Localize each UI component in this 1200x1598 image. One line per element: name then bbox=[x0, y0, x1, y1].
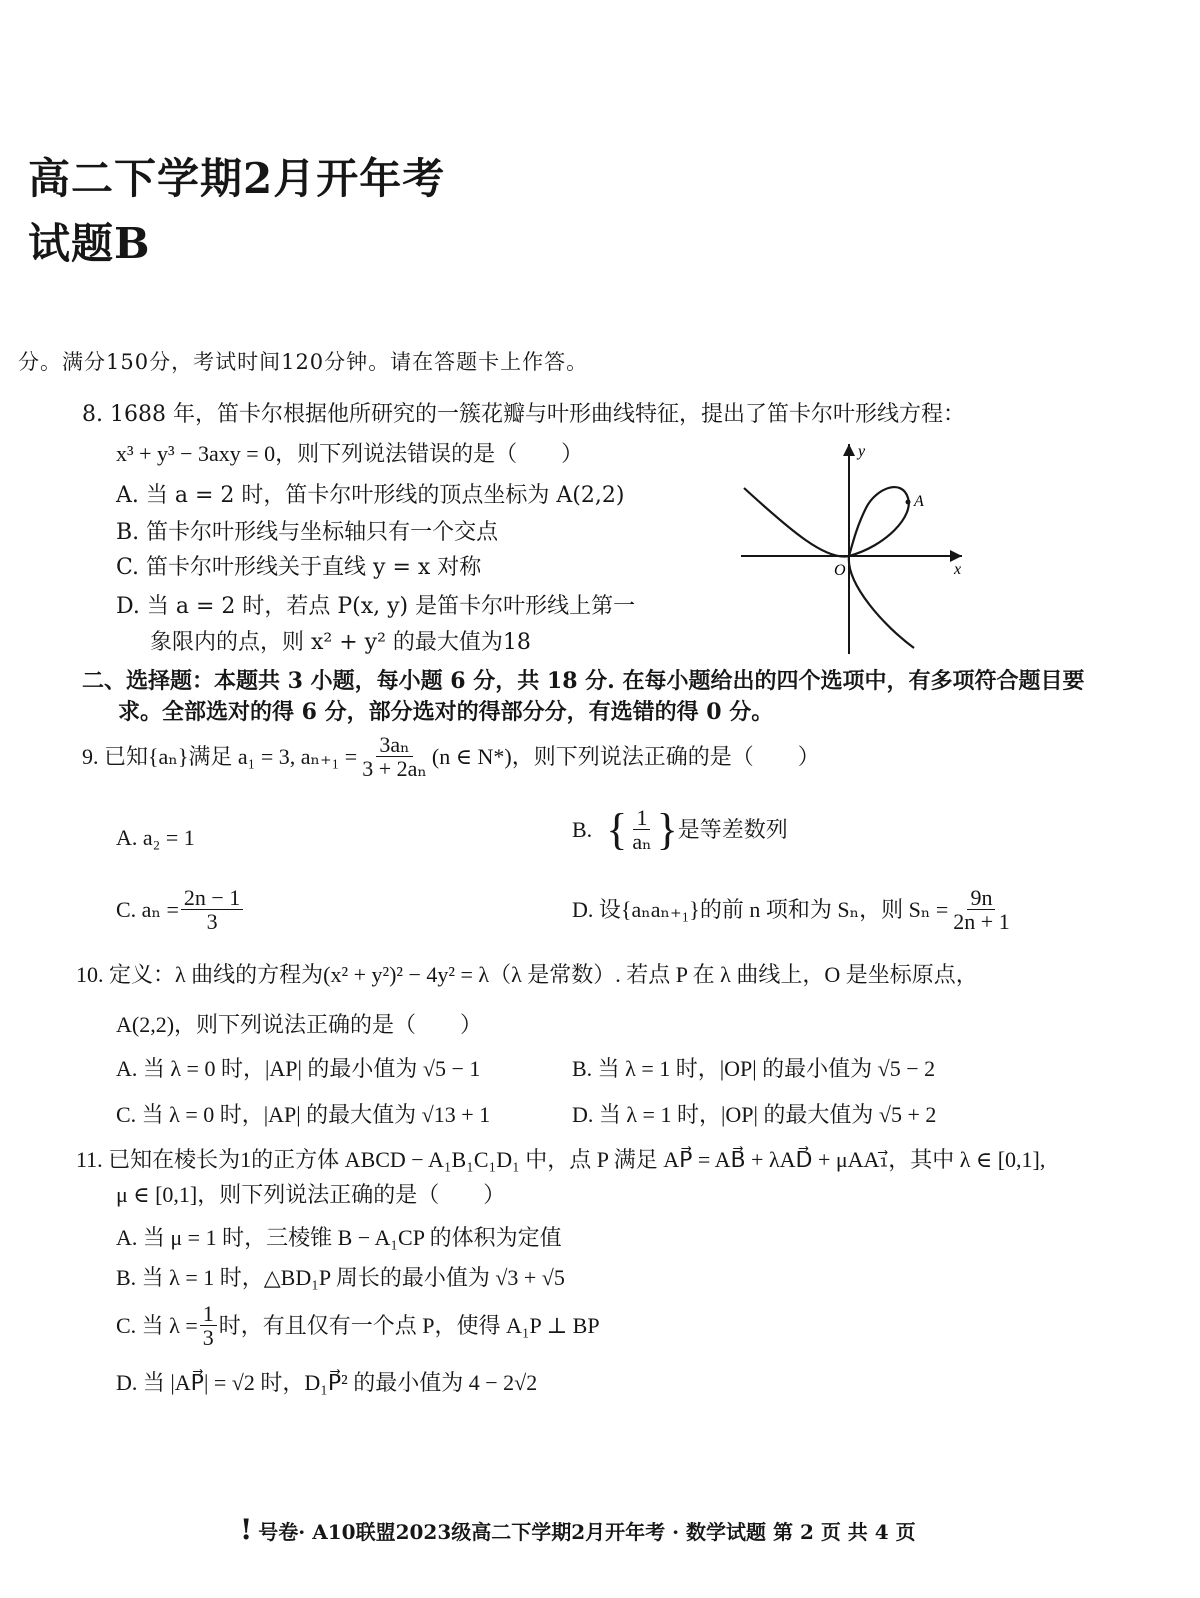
q11-option-d: D. 当 |AP⃗| = √2 时，D₁P⃗² 的最小值为 4 − 2√2 bbox=[116, 1370, 538, 1395]
section-heading-line2: 求。全部选对的得 6 分，部分选对的得部分分，有选错的得 0 分。 bbox=[118, 699, 774, 725]
point-a-label: A bbox=[914, 493, 924, 510]
folium-figure bbox=[736, 436, 972, 658]
q9-d-numerator: 9n bbox=[967, 886, 995, 910]
q11-stem-line1: 11. 已知在棱长为1的正方体 ABCD − A₁B₁C₁D₁ 中，点 P 满足 AP⃗ = AB⃗ + λAD⃗ + μAA₁⃗，其中 λ ∈ [0,1], bbox=[76, 1147, 1046, 1172]
q9-option-c-pre: C. aₙ = bbox=[116, 896, 179, 922]
q8-option-a: A. 当 a = 2 时，笛卡尔叶形线的顶点坐标为 A(2,2) bbox=[116, 483, 625, 508]
q9-b-denominator: aₙ bbox=[632, 829, 652, 855]
page-footer bbox=[240, 1513, 916, 1546]
q11-c-fraction bbox=[200, 1302, 217, 1349]
q8-option-c: C. 笛卡尔叶形线关于直线 y = x 对称 bbox=[116, 555, 482, 580]
q9-c-fraction bbox=[181, 886, 243, 933]
q10-option-d: D. 当 λ = 1 时，|OP| 的最大值为 √5 + 2 bbox=[572, 1102, 937, 1127]
q11-option-c bbox=[116, 1302, 600, 1349]
page-title: 高二下学期2月开年考 bbox=[28, 154, 446, 203]
q11-option-a: A. 当 μ = 1 时，三棱锥 B − A₁CP 的体积为定值 bbox=[116, 1225, 562, 1250]
q11-option-c-post: 时，有且仅有一个点 P，使得 A₁P ⊥ BP bbox=[218, 1312, 600, 1338]
q9-stem-pre: 9. 已知{aₙ}满足 a₁ = 3, aₙ₊₁ = bbox=[82, 743, 358, 769]
q8-stem-line2: x³ + y³ − 3axy = 0，则下列说法错误的是（ ） bbox=[116, 441, 584, 466]
q9-option-d-pre: D. 设{aₙaₙ₊₁}的前 n 项和为 Sₙ，则 Sₙ = bbox=[572, 896, 949, 922]
left-brace: { bbox=[606, 804, 628, 854]
q10-option-b: B. 当 λ = 1 时，|OP| 的最小值为 √5 − 2 bbox=[572, 1056, 936, 1081]
q9-b-numerator: 1 bbox=[633, 806, 650, 830]
page-subtitle: 试题B bbox=[28, 219, 151, 268]
brand-name: 号卷 bbox=[258, 1520, 299, 1544]
q11-option-c-pre: C. 当 λ = bbox=[116, 1312, 198, 1338]
section-heading-line1: 二、选择题：本题共 3 小题，每小题 6 分，共 18 分. 在每小题给出的四个选项中，有多项符合题目要 bbox=[82, 668, 1085, 694]
q9-option-b-text: 是等差数列 bbox=[677, 816, 788, 842]
brand-logo: ! bbox=[240, 1513, 253, 1546]
q9-recurrence-fraction bbox=[359, 733, 430, 780]
q8-option-b: B. 笛卡尔叶形线与坐标轴只有一个交点 bbox=[116, 520, 499, 545]
q9-d-denominator: 2n + 1 bbox=[953, 909, 1010, 935]
folium-curve bbox=[744, 487, 914, 648]
q9-option-b-letter: B. bbox=[572, 816, 593, 842]
q11-c-numerator: 1 bbox=[200, 1302, 217, 1326]
q9-option-c bbox=[116, 886, 245, 933]
point-a-marker bbox=[906, 500, 911, 505]
q8-option-d-line1: D. 当 a = 2 时，若点 P(x, y) 是笛卡尔叶形线上第一 bbox=[116, 594, 636, 619]
q9-frac-denominator: 3 + 2aₙ bbox=[362, 756, 427, 782]
q10-stem-line2: A(2,2)，则下列说法正确的是（ ） bbox=[116, 1012, 483, 1037]
q9-c-numerator: 2n − 1 bbox=[181, 886, 243, 910]
q9-b-fraction bbox=[629, 806, 654, 853]
q8-option-d-line2: 象限内的点，则 x² + y² 的最大值为18 bbox=[150, 630, 531, 655]
q9-stem bbox=[82, 733, 820, 780]
q9-option-a: A. a₂ = 1 bbox=[116, 825, 195, 850]
q9-stem-post: (n ∈ N*)，则下列说法正确的是（ ） bbox=[431, 743, 820, 769]
origin-label: O bbox=[834, 562, 846, 579]
q11-c-denominator: 3 bbox=[202, 1325, 214, 1351]
q9-option-b bbox=[572, 806, 788, 853]
q10-stem-line1: 10. 定义：λ 曲线的方程为(x² + y²)² − 4y² = λ（λ 是常数）. 若点 P 在 λ 曲线上，O 是坐标原点， bbox=[76, 962, 978, 987]
footer-text: · A10联盟2023级高二下学期2月开年考 · 数学试题 第 2 页 共 4 页 bbox=[298, 1520, 916, 1544]
q11-option-b: B. 当 λ = 1 时，△BD₁P 周长的最小值为 √3 + √5 bbox=[116, 1265, 565, 1290]
q9-d-fraction bbox=[950, 886, 1012, 933]
q10-option-a: A. 当 λ = 0 时，|AP| 的最小值为 √5 − 1 bbox=[116, 1056, 481, 1081]
q9-frac-numerator: 3aₙ bbox=[376, 733, 412, 757]
x-axis-label: x bbox=[954, 561, 962, 578]
y-axis-label: y bbox=[858, 443, 866, 460]
q8-stem-line1: 8. 1688 年，笛卡尔根据他所研究的一簇花瓣与叶形曲线特征，提出了笛卡尔叶形线方程： bbox=[82, 402, 965, 427]
q9-option-d bbox=[572, 886, 1015, 933]
q9-c-denominator: 3 bbox=[206, 909, 218, 935]
exam-instructions: 分。满分150分，考试时间120分钟。请在答题卡上作答。 bbox=[18, 350, 589, 374]
right-brace: } bbox=[656, 804, 678, 854]
q10-option-c: C. 当 λ = 0 时，|AP| 的最大值为 √13 + 1 bbox=[116, 1102, 491, 1127]
q11-stem-line2: μ ∈ [0,1]，则下列说法正确的是（ ） bbox=[116, 1182, 506, 1207]
